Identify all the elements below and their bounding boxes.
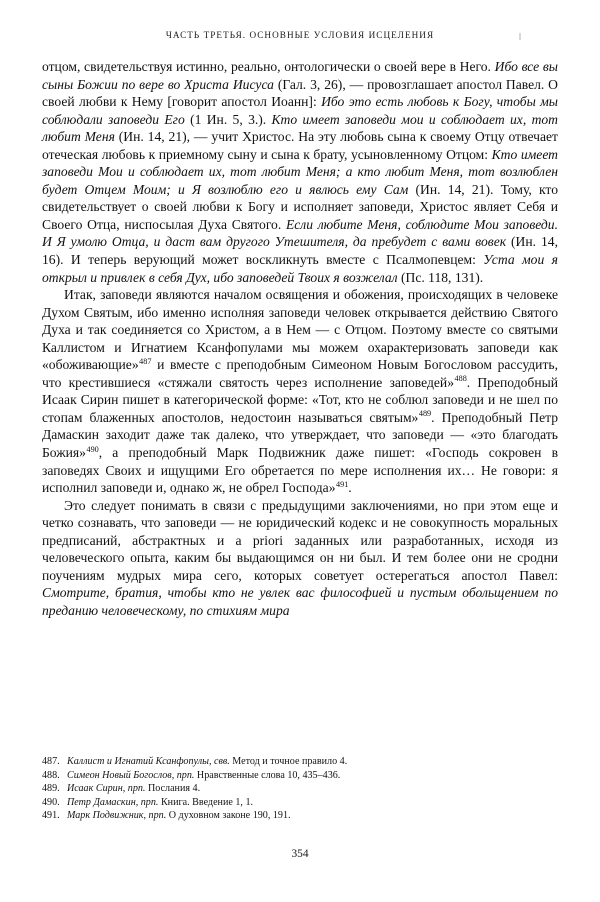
text-run: Итак, заповеди являются началом освящения и обожения, происходящих в человеке Духом Святым, ибо именно исполняя заповеди человек открывается действию Святого Духа и так соединяется со Христом, а в Нем — с Отцом. Поэтому вместе со святыми Каллистом и Игнатием Ксанфопулами мы можем охарактеризовать заповеди как «обоживающие» xyxy=(42,287,558,373)
text-run: (Ин. 14, 21). Тому, кто свидетельствует о своей любви к Богу и исполняет заповеди, Христос являет Себя и Своего Отца, ниспосылая Духа Святого. xyxy=(42,181,558,232)
text-run: . Преподобный Исаак Сирин пишет в категорической форме: «Тот, кто не соблюл заповеди и не шел по стопам блаженных апостолов, недостоин называться святым» xyxy=(42,374,559,425)
footnote-reference: 490 xyxy=(86,444,99,454)
footnotes-block xyxy=(42,755,558,823)
text-run: Это следует понимать в связи с предыдущими заключениями, но при этом еще и четко сознавать, что заповеди — не юридический кодекс и не совокупность моральных предписаний, абстрактных и a priori заданных или разработанных, исходя из человеческого опыта, каким бы выдающимся он ни был. И тем более они не сродни поучениям мудрых мира сего, которых советует остерегаться апостол Павел: xyxy=(42,497,558,583)
scripture-quote: Если любите Меня, соблюдите Мои заповеди. И Я умолю Отца, и даст вам другого Утешителя, да пребудет с вами вовек xyxy=(42,216,558,250)
footnote-author: Петр Дамаскин, прп. xyxy=(67,796,159,808)
text-run: и вместе с преподобным Симеоном Новым Богословом рассудить, что крестившиеся «стяжали святость через исполнение заповедей» xyxy=(42,357,558,390)
scripture-quote: Ибо это есть любовь к Богу, чтобы мы соблюдали заповеди Его xyxy=(42,94,558,127)
text-run: (Гал. 3, 26), — провозглашает апостол Павел. О своей любви к Нему [говорит апостол Иоанн]: xyxy=(42,76,558,110)
running-head: ЧАСТЬ ТРЕТЬЯ. ОСНОВНЫЕ УСЛОВИЯ ИСЦЕЛЕНИЯ xyxy=(165,30,435,40)
page-number: 354 xyxy=(291,848,309,860)
body-text-column xyxy=(42,58,558,620)
footnote-title: О духовном законе 190, 191. xyxy=(166,810,291,822)
body-paragraph xyxy=(42,286,558,497)
scripture-quote: Кто имеет заповеди Мои и соблюдает их, тот любит Меня; а кто любит Меня, тот возлюблен будет Отцем Моим; и Я возлюблю его и явлюсь ему Сам xyxy=(42,146,558,197)
text-run: , а преподобный Марк Подвижник даже пишет: «Господь сокровен в заповедях Своих и ищущими Его обретается по мере исполнения их… Не говори: я исполнил заповеди и, однако ж, не обрел Господа» xyxy=(42,445,558,496)
text-run: (Пс. 118, 131). xyxy=(401,269,484,285)
footnote-item xyxy=(42,769,558,783)
footnote-title: Метод и точное правило 4. xyxy=(229,756,348,767)
footnote-number: 490. xyxy=(42,796,60,808)
footnote-title: Послания 4. xyxy=(145,783,201,795)
footnote-item xyxy=(42,809,558,823)
footnote-author: Каллист и Игнатий Ксанфопулы, свв. xyxy=(67,756,230,767)
footnote-number: 491. xyxy=(42,810,60,822)
footnote-number: 488. xyxy=(42,769,60,781)
footnote-author: Исаак Сирин, прп. xyxy=(67,783,146,795)
footnote-reference: 488 xyxy=(454,374,467,384)
text-run: (Ин. 14, 21), — учит Христос. На эту любовь сына к своему Отцу отвечает отеческая любовь к приемному сыну и сына к брату, усыновленному Отцом: xyxy=(42,129,558,162)
footnote-item xyxy=(42,782,558,796)
footnote-title: Книга. Введение 1, 1. xyxy=(158,796,254,808)
footnote-author: Симеон Новый Богослов, прп. xyxy=(67,769,195,781)
body-paragraph xyxy=(42,497,558,620)
scripture-quote: Смотрите, братия, чтобы кто не увлек вас философией и пустым обольщением по преданию человеческому, по стихиям мира xyxy=(42,585,558,618)
footnote-reference: 491 xyxy=(336,479,349,489)
footnote-item xyxy=(42,755,558,769)
scripture-quote: Кто имеет заповеди мои и соблюдает их, тот любит Меня xyxy=(42,111,558,145)
footnote-reference: 487 xyxy=(139,356,152,366)
text-run: (1 Ин. 5, 3.). xyxy=(190,111,272,127)
text-run: . Преподобный Петр Дамаскин заходит даже так далеко, что утверждает, что заповеди — «это благодать Божия» xyxy=(42,409,559,461)
body-paragraph xyxy=(42,58,558,286)
text-run: (Ин. 14, 16). И теперь верующий может воскликнуть вместе с Псалмопевцем: xyxy=(42,234,558,268)
scripture-quote: Уста мои я открыл и привлек в себя Дух, ибо заповедей Твоих я возжелал xyxy=(42,252,558,285)
footnote-author: Марк Подвижник, прп. xyxy=(67,810,167,822)
scan-speck-mark xyxy=(519,33,521,40)
footnote-reference: 489 xyxy=(418,409,432,419)
text-run: . xyxy=(348,480,352,496)
scripture-quote: Ибо все вы сыны Божии по вере во Христа Иисуса xyxy=(42,59,558,92)
text-run: отцом, свидетельствуя истинно, реально, онтологически о своей вере в Него. xyxy=(42,59,495,74)
footnote-title: Нравственные слова 10, 435–436. xyxy=(194,769,341,781)
footnote-item xyxy=(42,796,558,810)
footnote-number: 487. xyxy=(42,756,60,767)
footnote-number: 489. xyxy=(42,783,60,795)
